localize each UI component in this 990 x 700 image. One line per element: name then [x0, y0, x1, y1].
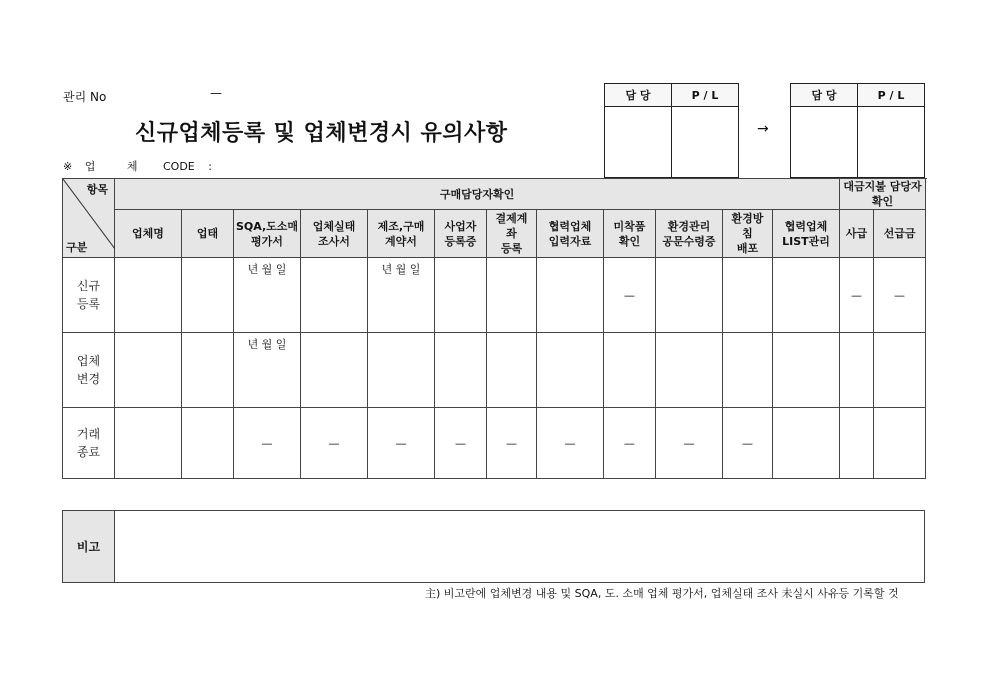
col-undelivered-check: 미착품 확인 — [604, 210, 656, 258]
cell-change-private-supply[interactable] — [840, 333, 874, 408]
cell-end-vendor-name[interactable] — [115, 408, 182, 479]
cell-new-env-policy[interactable] — [723, 258, 773, 333]
cell-new-undelivered-dash: — — [604, 258, 656, 333]
col-sqa-evaluation: SQA,도소매 평가서 — [234, 210, 301, 258]
col-advance-payment: 선급금 — [874, 210, 926, 258]
remarks-field[interactable] — [115, 511, 925, 583]
code-word-3: CODE — [163, 160, 195, 173]
cell-change-partner-input[interactable] — [537, 333, 604, 408]
purchasing-check-group-header: 구매담당자확인 — [115, 179, 840, 210]
col-contract: 제조,구매 계약서 — [368, 210, 435, 258]
reference-mark: ※ — [63, 160, 73, 173]
cell-new-business-type[interactable] — [182, 258, 234, 333]
cell-change-vendor-survey[interactable] — [301, 333, 368, 408]
col-env-policy: 환경방 침 배포 — [723, 210, 773, 258]
cell-new-partner-list[interactable] — [773, 258, 840, 333]
cell-change-contract[interactable] — [368, 333, 435, 408]
cell-new-business-registration[interactable] — [435, 258, 487, 333]
management-no-dash: — — [210, 86, 222, 100]
cell-end-partner-list[interactable] — [773, 408, 840, 479]
cell-new-payment-account[interactable] — [487, 258, 537, 333]
cell-change-partner-list[interactable] — [773, 333, 840, 408]
cell-new-vendor-name[interactable] — [115, 258, 182, 333]
col-partner-list: 협력업체 LIST관리 — [773, 210, 840, 258]
arrow-icon: → — [757, 121, 769, 137]
cell-change-vendor-name[interactable] — [115, 333, 182, 408]
cell-change-env-policy[interactable] — [723, 333, 773, 408]
footnote: 主) 비고란에 업체변경 내용 및 SQA, 도. 소매 업체 평가서, 업체실태 조사 未실시 사유등 기록할 것 — [425, 587, 899, 600]
approval-left-manager-label: 담 당 — [605, 84, 672, 107]
cell-change-env-receipt[interactable] — [656, 333, 723, 408]
cell-change-business-type[interactable] — [182, 333, 234, 408]
col-vendor-name: 업체명 — [115, 210, 182, 258]
col-private-supply: 사급 — [840, 210, 874, 258]
cell-end-survey-dash: — — [301, 408, 368, 479]
approval-right-manager-label: 담 당 — [791, 84, 858, 107]
cell-new-env-receipt[interactable] — [656, 258, 723, 333]
cell-new-vendor-survey[interactable] — [301, 258, 368, 333]
remarks-label: 비고 — [63, 511, 115, 583]
table-row — [63, 333, 926, 408]
cell-end-undelivered-dash: — — [604, 408, 656, 479]
cell-end-contract-dash: — — [368, 408, 435, 479]
cell-end-account-dash: — — [487, 408, 537, 479]
col-business-registration: 사업자 등록증 — [435, 210, 487, 258]
row-label-change: 업체 변경 — [63, 333, 115, 408]
vendor-code-line — [63, 158, 212, 174]
vendor-checklist-table — [62, 178, 926, 479]
cell-end-private-supply[interactable] — [840, 408, 874, 479]
cell-change-sqa-date[interactable]: 년 월 일 — [234, 333, 301, 408]
col-partner-input-data: 협력업체 입력자료 — [537, 210, 604, 258]
approval-right-pl-sign[interactable] — [858, 107, 925, 178]
col-business-type: 업태 — [182, 210, 234, 258]
col-env-receipt: 환경관리 공문수령증 — [656, 210, 723, 258]
management-no-label: 관리 No — [63, 90, 107, 104]
approval-left-manager-sign[interactable] — [605, 107, 672, 178]
code-colon: : — [208, 160, 212, 173]
row-label-new: 신규 등록 — [63, 258, 115, 333]
table-row — [63, 258, 926, 333]
page-title: 신규업체등록 및 업체변경시 유의사항 — [135, 121, 508, 146]
cell-change-payment-account[interactable] — [487, 333, 537, 408]
cell-end-input-dash: — — [537, 408, 604, 479]
cell-new-contract-date[interactable]: 년 월 일 — [368, 258, 435, 333]
cell-change-advance[interactable] — [874, 333, 926, 408]
division-header-label: 구분 — [66, 241, 88, 254]
code-word-2: 체 — [126, 160, 138, 173]
cell-new-sqa-date[interactable]: 년 월 일 — [234, 258, 301, 333]
cell-end-business-type[interactable] — [182, 408, 234, 479]
col-vendor-survey: 업체실태 조사서 — [301, 210, 368, 258]
cell-end-env-policy-dash: — — [723, 408, 773, 479]
item-header-label: 항목 — [86, 183, 108, 196]
cell-end-env-receipt-dash: — — [656, 408, 723, 479]
approval-box-left — [604, 83, 739, 178]
cell-new-partner-input[interactable] — [537, 258, 604, 333]
cell-change-business-registration[interactable] — [435, 333, 487, 408]
cell-change-undelivered[interactable] — [604, 333, 656, 408]
code-word-1: 업 — [84, 160, 96, 173]
approval-left-pl-sign[interactable] — [672, 107, 739, 178]
table-row — [63, 408, 926, 479]
cell-end-registration-dash: — — [435, 408, 487, 479]
approval-box-right — [790, 83, 925, 178]
row-label-end: 거래 종료 — [63, 408, 115, 479]
diagonal-header-cell — [63, 179, 115, 258]
remarks-table — [62, 510, 925, 583]
col-payment-account: 결제계 좌 등록 — [487, 210, 537, 258]
cell-new-advance-dash: — — [874, 258, 926, 333]
cell-end-advance[interactable] — [874, 408, 926, 479]
approval-left-pl-label: P / L — [672, 84, 739, 107]
approval-right-pl-label: P / L — [858, 84, 925, 107]
cell-new-private-supply-dash: — — [840, 258, 874, 333]
approval-right-manager-sign[interactable] — [791, 107, 858, 178]
payment-check-group-header: 대금지불 담당자 확인 — [840, 179, 926, 210]
cell-end-sqa-dash: — — [234, 408, 301, 479]
